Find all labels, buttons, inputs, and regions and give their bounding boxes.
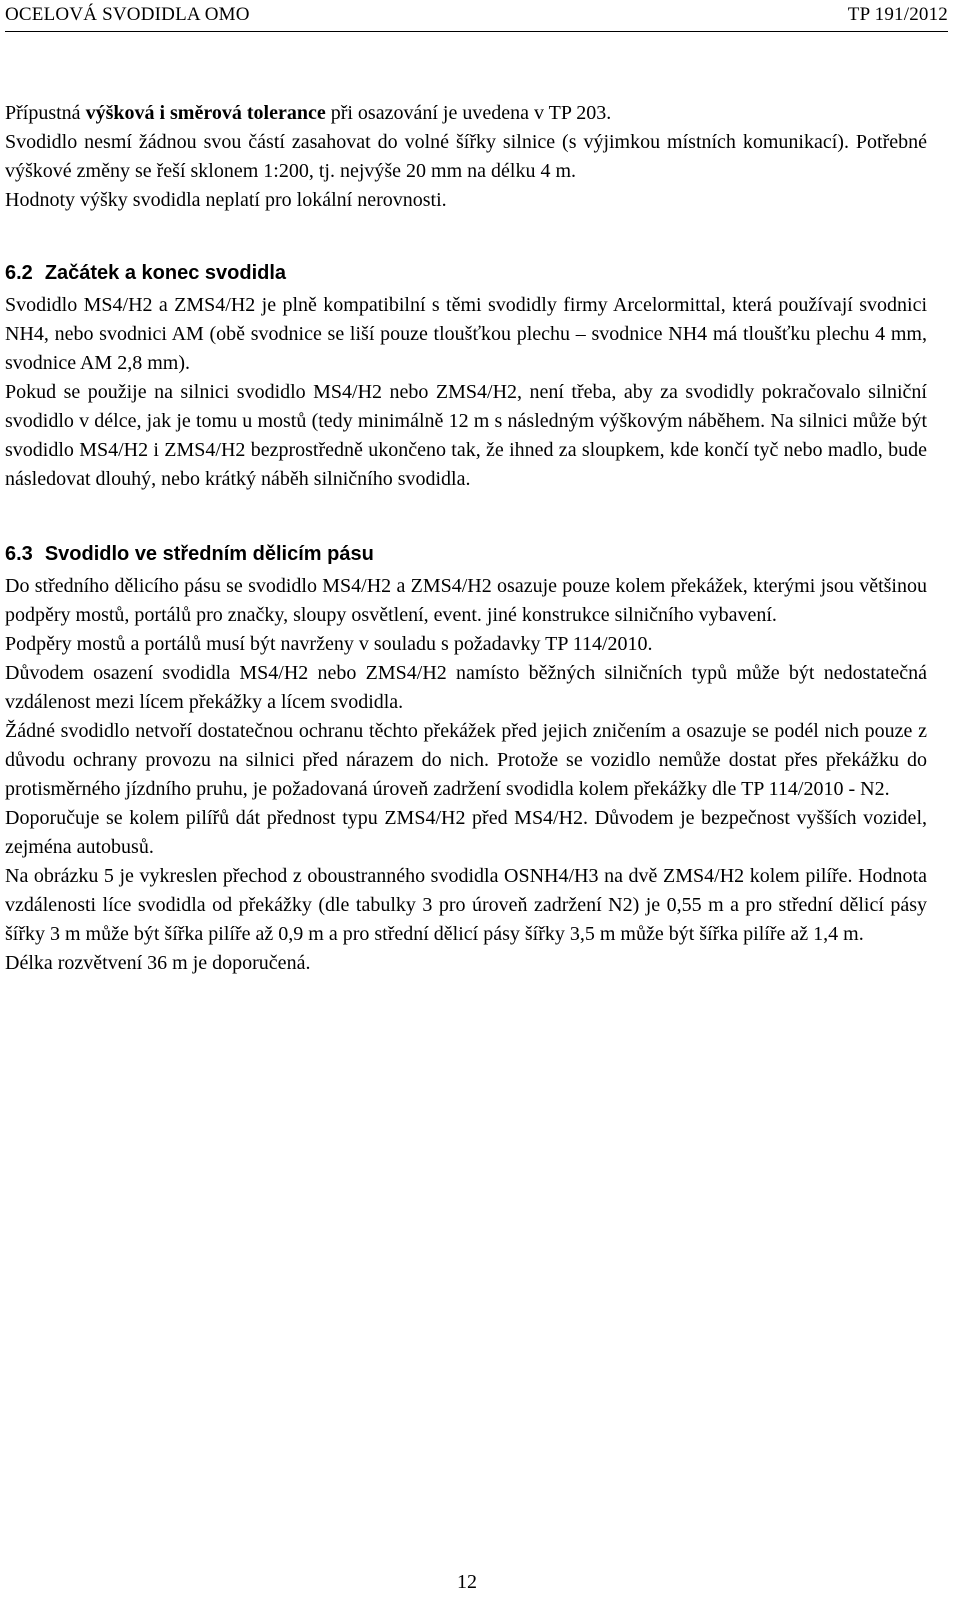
height-paragraph: Hodnoty výšky svodidla neplatí pro lokální nerovnosti. [5, 189, 447, 211]
tolerance-text-start: Přípustná [5, 102, 86, 124]
tolerance-bold-text: výšková i směrová tolerance [85, 102, 326, 124]
section-title: Svodidlo ve středním dělicím pásu [44, 543, 374, 565]
section-number: 6.3 [5, 543, 33, 565]
median-paragraph: Do středního dělicího pásu se svodidlo MS4/H2 a ZMS4/H2 osazuje pouze kolem překážek, kterými jsou většinou podpěry mostů, portálů pro značky, sloupy osvětlení, event. jiné konstrukce silničního vybavení. [5, 575, 927, 626]
page-header [5, 4, 948, 30]
section-title: Začátek a konec svodidla [44, 262, 287, 284]
supports-paragraph: Podpěry mostů a portálů musí být navrženy v souladu s požadavky TP 114/2010. [5, 633, 653, 655]
header-document-title: OCELOVÁ SVODIDLA OMO [5, 4, 250, 25]
reason-paragraph: Důvodem osazení svodidla MS4/H2 nebo ZMS4/H2 namísto běžných silničních typů může být nedostatečná vzdálenost mezi lícem překážky a lícem svodidla. [5, 662, 927, 713]
section-heading-6-3 [5, 541, 927, 567]
recommendation-paragraph: Doporučuje se kolem pilířů dát přednost typu ZMS4/H2 před MS4/H2. Důvodem je bezpečnost vyšších vozidel, zejména autobusů. [5, 807, 927, 858]
width-paragraph: Svodidlo nesmí žádnou svou částí zasahovat do volné šířky silnice (s výjimkou místních komunikací). Potřebné výškové změny se řeší sklonem 1:200, tj. nejvýše 20 mm na délku 4 m. [5, 131, 927, 182]
figure-reference-paragraph: Na obrázku 5 je vykreslen přechod z oboustranného svodidla OSNH4/H3 na dvě ZMS4/H2 kolem pilíře. Hodnota vzdálenosti líce svodidla od překážky (dle tabulky 3 pro úroveň zadržení N2) je 0,55 m a pro střední dělicí pásy šířky 3 m může být šířka pilíře až 0,9 m a pro střední dělicí pásy šířky 3,5 m může být šířka pilíře až 1,4 m. [5, 865, 927, 945]
page-content [5, 99, 927, 978]
termination-paragraph: Pokud se použije na silnici svodidlo MS4/H2 nebo ZMS4/H2, není třeba, aby za svodidly pokračovalo silniční svodidlo v délce, jak je tomu u mostů (tedy minimálně 12 m s následným výškovým náběhem. Na silnici může být svodidlo MS4/H2 i ZMS4/H2 bezprostředně ukončeno tak, že ihned za sloupkem, kde končí tyč nebo madlo, bude následovat dlouhý, nebo krátký náběh silničního svodidla. [5, 381, 927, 490]
header-document-code: TP 191/2012 [847, 4, 948, 25]
section-number: 6.2 [5, 262, 33, 284]
tolerance-text-end: při osazování je uvedena v TP 203. [325, 102, 612, 124]
tolerance-paragraph [5, 99, 927, 128]
compatibility-paragraph: Svodidlo MS4/H2 a ZMS4/H2 je plně kompatibilní s těmi svodidly firmy Arcelormittal, která používají svodnici NH4, nebo svodnici AM (obě svodnice se liší pouze tloušťkou plechu – svodnice NH4 má tloušťku plechu 4 mm, svodnice AM 2,8 mm). [5, 294, 927, 374]
page-number: 12 [457, 1571, 477, 1593]
protection-paragraph: Žádné svodidlo netvoří dostatečnou ochranu těchto překážek před jejich zničením a osazuje se podél nich pouze z důvodu ochrany provozu na silnici před nárazem do nich. Protože se vozidlo nemůže dostat přes překážku do protisměrného jízdního pruhu, je požadovaná úroveň zadržení svodidla kolem překážky dle TP 114/2010 - N2. [5, 720, 927, 800]
branching-length-paragraph: Délka rozvětvení 36 m je doporučená. [5, 952, 311, 974]
section-heading-6-2 [5, 260, 927, 286]
header-divider [5, 31, 948, 32]
